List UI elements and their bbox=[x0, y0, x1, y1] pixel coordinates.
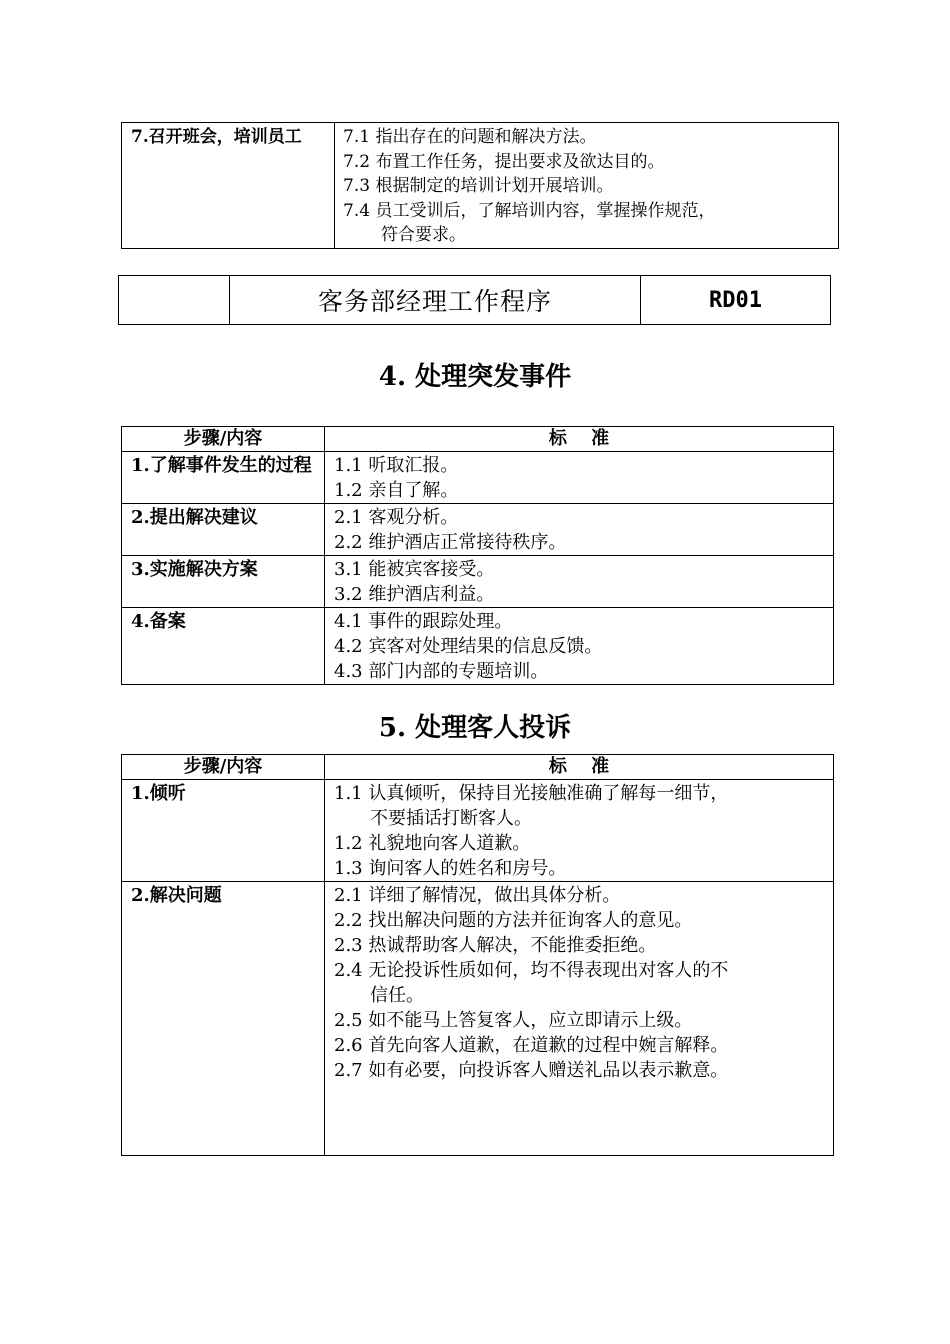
standard-line: 2.7 如有必要，向投诉客人赠送礼品以表示歉意。 bbox=[334, 1060, 729, 1081]
standard-line: 7.4 员工受训后，了解培训内容，掌握操作规范， bbox=[343, 200, 716, 221]
standard-line: 4.3 部门内部的专题培训。 bbox=[334, 661, 549, 682]
procedure-table bbox=[121, 426, 834, 685]
standard-line: 2.3 热诚帮助客人解决，不能推委拒绝。 bbox=[334, 935, 657, 956]
table-header-row bbox=[122, 427, 834, 452]
standard-line: 1.2 亲自了解。 bbox=[334, 480, 459, 501]
standard-line: 1.1 认真倾听，保持目光接触准确了解每一细节， bbox=[334, 783, 729, 804]
standard-line: 4.2 宾客对处理结果的信息反馈。 bbox=[334, 636, 603, 657]
standard-cell bbox=[325, 452, 834, 504]
standard-line: 1.3 询问客人的姓名和房号。 bbox=[334, 858, 567, 879]
table-row bbox=[122, 882, 834, 1156]
standard-line: 7.1 指出存在的问题和解决方法。 bbox=[343, 127, 597, 147]
standard-line: 7.2 布置工作任务，提出要求及欲达目的。 bbox=[343, 151, 665, 172]
procedure-code: RD01 bbox=[641, 276, 831, 325]
column-header-step: 步骤/内容 bbox=[122, 427, 325, 452]
table-row bbox=[122, 780, 834, 882]
standard-line: 2.1 客观分析。 bbox=[334, 507, 459, 528]
standard-cell bbox=[325, 504, 834, 556]
column-header-standard: 标 准 bbox=[325, 755, 834, 780]
section-heading: 4. 处理突发事件 bbox=[378, 362, 572, 392]
standard-line: 2.6 首先向客人道歉，在道歉的过程中婉言解释。 bbox=[334, 1035, 729, 1056]
standard-cell bbox=[325, 608, 834, 685]
step-cell: 2.解决问题 bbox=[122, 882, 325, 1156]
step-cell: 1.倾听 bbox=[122, 780, 325, 882]
procedure-title: 客务部经理工作程序 bbox=[230, 276, 641, 325]
standard-line: 2.2 维护酒店正常接待秩序。 bbox=[334, 532, 567, 553]
table-row bbox=[122, 123, 839, 249]
step-cell: 1.了解事件发生的过程 bbox=[122, 452, 325, 504]
title-bar-blank-cell bbox=[119, 276, 230, 325]
standard-cell bbox=[335, 123, 839, 249]
step-cell: 4.备案 bbox=[122, 608, 325, 685]
standard-cell bbox=[325, 780, 834, 882]
standard-line: 符合要求。 bbox=[381, 225, 466, 245]
procedure-title-bar bbox=[118, 275, 831, 325]
standard-line: 4.1 事件的跟踪处理。 bbox=[334, 611, 513, 632]
table-row bbox=[122, 608, 834, 685]
table-header-row bbox=[122, 755, 834, 780]
continuation-table bbox=[121, 122, 839, 249]
standard-line: 信任。 bbox=[370, 985, 424, 1006]
section-heading: 5. 处理客人投诉 bbox=[378, 713, 572, 743]
standard-line: 3.1 能被宾客接受。 bbox=[334, 559, 495, 580]
table-row bbox=[122, 504, 834, 556]
step-cell: 3.实施解决方案 bbox=[122, 556, 325, 608]
step-cell: 2.提出解决建议 bbox=[122, 504, 325, 556]
column-header-standard: 标 准 bbox=[325, 427, 834, 452]
step-cell bbox=[122, 123, 335, 249]
standard-line: 1.2 礼貌地向客人道歉。 bbox=[334, 833, 531, 854]
standard-line: 2.4 无论投诉性质如何，均不得表现出对客人的不 bbox=[334, 960, 729, 981]
table-row bbox=[122, 556, 834, 608]
standard-line: 2.2 找出解决问题的方法并征询客人的意见。 bbox=[334, 910, 693, 931]
standard-cell bbox=[325, 556, 834, 608]
procedure-table bbox=[121, 754, 834, 1156]
table-row bbox=[122, 452, 834, 504]
column-header-step: 步骤/内容 bbox=[122, 755, 325, 780]
standard-line: 3.2 维护酒店利益。 bbox=[334, 584, 495, 605]
standard-line: 7.3 根据制定的培训计划开展培训。 bbox=[343, 176, 614, 196]
standard-line: 不要插话打断客人。 bbox=[370, 808, 532, 829]
standard-cell bbox=[325, 882, 834, 1156]
standard-line: 1.1 听取汇报。 bbox=[334, 455, 459, 476]
standard-line: 2.5 如不能马上答复客人，应立即请示上级。 bbox=[334, 1010, 693, 1031]
step-label: 7.召开班会，培训员工 bbox=[131, 127, 302, 147]
standard-line: 2.1 详细了解情况，做出具体分析。 bbox=[334, 885, 621, 906]
